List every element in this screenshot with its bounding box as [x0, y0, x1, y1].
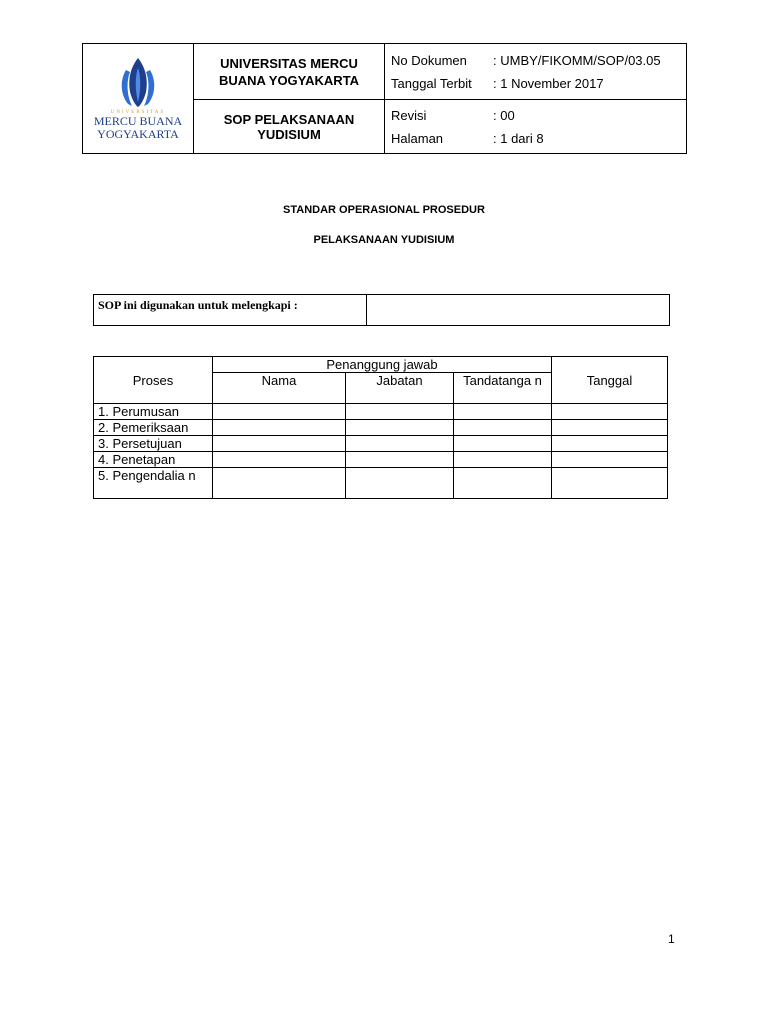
row-label: 3. Persetujuan [94, 436, 213, 452]
row-label: 4. Penetapan [94, 452, 213, 468]
process-table [93, 356, 668, 499]
row-label: 5. Pengendalia n [94, 468, 213, 499]
complement-value-cell [367, 295, 670, 326]
header-proses: Proses [94, 357, 213, 404]
logo-cell [83, 44, 194, 154]
university-name: UNIVERSITAS MERCU BUANA YOGYAKARTA [218, 55, 360, 88]
header-jabatan: Jabatan [346, 373, 454, 404]
row-label: 2. Pemeriksaan [94, 420, 213, 436]
cell-nama [213, 404, 346, 420]
document-header [82, 43, 686, 153]
cell-tandatangan [454, 436, 552, 452]
sop-title-cell [194, 100, 385, 154]
cell-tandatangan [454, 452, 552, 468]
cell-nama [213, 468, 346, 499]
cell-tanggal [552, 404, 668, 420]
cell-jabatan [346, 404, 454, 420]
cell-nama [213, 452, 346, 468]
cell-tandatangan [454, 404, 552, 420]
cell-tanggal [552, 468, 668, 499]
document-subtitle: PELAKSANAAN YUDISIUM [313, 234, 455, 246]
meta-label: No Dokumen [391, 52, 467, 68]
university-logo [83, 56, 193, 141]
meta-label: Halaman [391, 130, 444, 146]
meta-cell-top [385, 44, 687, 100]
logo-small-text: UNIVERSITAS [110, 110, 166, 115]
logo-text-line1: MERCU BUANA [93, 114, 183, 128]
meta-row [391, 104, 686, 127]
cell-nama [213, 420, 346, 436]
sop-title: SOP PELAKSANAAN YUDISIUM [223, 111, 355, 142]
page-number: 1 [668, 932, 675, 946]
cell-nama [213, 436, 346, 452]
cell-tandatangan [454, 420, 552, 436]
meta-value: : UMBY/FIKOMM/SOP/03.05 [493, 52, 661, 68]
table-row [94, 420, 668, 436]
complement-label: SOP ini digunakan untuk melengkapi : [98, 298, 298, 312]
cell-jabatan [346, 452, 454, 468]
cell-tanggal [552, 452, 668, 468]
cell-tanggal [552, 436, 668, 452]
table-row [94, 468, 668, 499]
meta-value: : 1 dari 8 [493, 130, 544, 146]
meta-value: : 1 November 2017 [493, 75, 604, 91]
logo-text-line2: YOGYAKARTA [97, 127, 179, 141]
cell-tandatangan [454, 468, 552, 499]
document-title: STANDAR OPERASIONAL PROSEDUR [283, 204, 485, 216]
complement-box [93, 294, 668, 326]
university-name-cell [194, 44, 385, 100]
cell-tanggal [552, 420, 668, 436]
cell-jabatan [346, 436, 454, 452]
header-tandatangan: Tandatanga n [454, 373, 552, 404]
flame-logo-icon [118, 56, 158, 108]
header-nama: Nama [213, 373, 346, 404]
table-row [94, 436, 668, 452]
header-tanggal: Tanggal [552, 357, 668, 404]
complement-label-cell [94, 295, 367, 326]
row-label: 1. Perumusan [94, 404, 213, 420]
table-row [94, 404, 668, 420]
meta-label: Tanggal Terbit [391, 75, 472, 91]
cell-jabatan [346, 420, 454, 436]
header-responsible: Penanggung jawab [213, 357, 552, 373]
meta-value: : 00 [493, 107, 515, 123]
meta-row [391, 49, 686, 72]
meta-cell-bottom [385, 100, 687, 154]
meta-row [391, 72, 686, 95]
cell-jabatan [346, 468, 454, 499]
meta-label: Revisi [391, 107, 427, 123]
meta-row [391, 127, 686, 150]
table-row [94, 452, 668, 468]
